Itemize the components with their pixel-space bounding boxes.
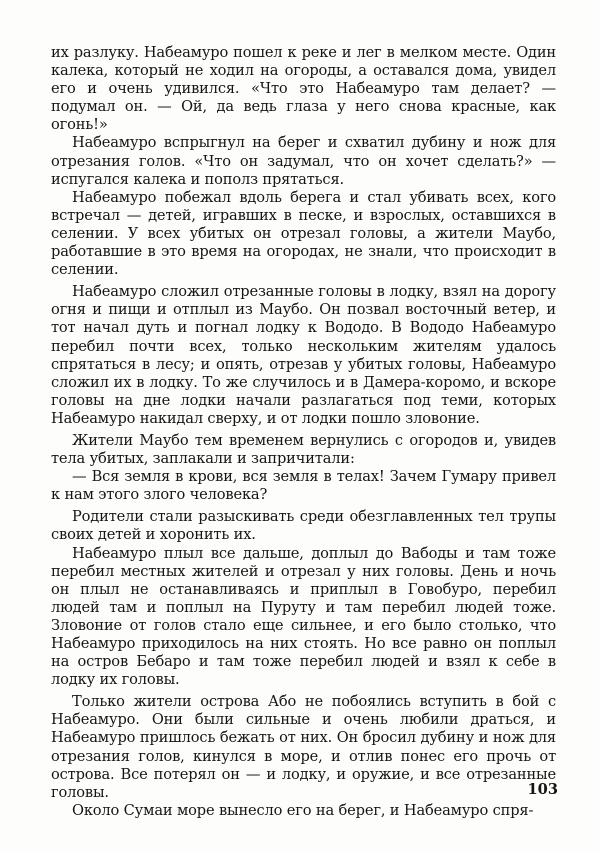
paragraph: Набеамуро плыл все дальше, доплыл до Вабоды и там тоже перебил местных жителей и отрезал у них головы. День и ночь он плыл не останавливаясь и приплыл в Говобуро, перебил людей там и поплыл на Пуруту и там перебил людей тоже. Зловоние от голов стало еще сильнее, и его было столько, что Набеамуро приходилось на них стоять. Но все равно он поплыл на остров Бебаро и там тоже перебил людей и взял к себе в лодку их головы. (51, 544, 556, 689)
paragraph: Набеамуро вспрыгнул на берег и схватил дубину и нож для отрезания голов. «Что он задумал, что он хочет сделать?» — испугался калека и пополз прятаться. (51, 134, 556, 188)
paragraph: Набеамуро побежал вдоль берега и стал убивать всех, кого встречал — детей, игравших в песке, и взрослых, оставшихся в селении. У всех убитых он отрезал головы, а жители Маубо, работавшие в это время на огородах, не знали, что происходит в селении. (51, 188, 556, 279)
paragraph: Набеамуро сложил отрезанные головы в лодку, взял на дорогу огня и пищи и отплыл из Маубо. Он позвал восточный ветер, и тот начал дуть и погнал лодку к Вододо. В Вододо Набеамуро перебил почти всех, только нескольким жителям удалось спрятаться в лесу; и опять, отрезав у убитых головы, Набеамуро сложил их в лодку. То же случилось и в Дамера-коромо, и вскоре головы на дне лодки начали разлагаться под теми, которых Набеамуро накидал сверху, и от лодки пошло зловоние. (51, 283, 556, 427)
body-text (51, 44, 556, 820)
page-number: 103 (527, 781, 558, 798)
paragraph: Родители стали разыскивать среди обезглавленных тел трупы своих детей и хоронить их. (51, 508, 556, 544)
paragraph: Только жители острова Або не побоялись вступить в бой с Набеамуро. Они были сильные и очень любили драться, и Набеамуро пришлось бежать от них. Он бросил дубину и нож для отрезания голов, кинулся в море, и отлив понес его прочь от острова. Все потерял он — и лодку, и оружие, и все отрезанные головы. (51, 693, 556, 801)
paragraph: Жители Маубо тем временем вернулись с огородов и, увидев тела убитых, заплакали и запричитали: (51, 431, 556, 468)
paragraph: — Вся земля в крови, вся земля в телах! Зачем Гумару привел к нам этого злого человека? (51, 468, 556, 504)
paragraph: Около Сумаи море вынесло его на берег, и Набеамуро спря- (72, 801, 534, 819)
paragraph: их разлуку. Набеамуро пошел к реке и лег в мелком месте. Один калека, который не ходил на огороды, а оставался дома, увидел его и очень удивился. «Что это Набеамуро там делает? — подумал он. — Ой, да ведь глаза у него снова красные, как огонь!» (51, 44, 556, 134)
